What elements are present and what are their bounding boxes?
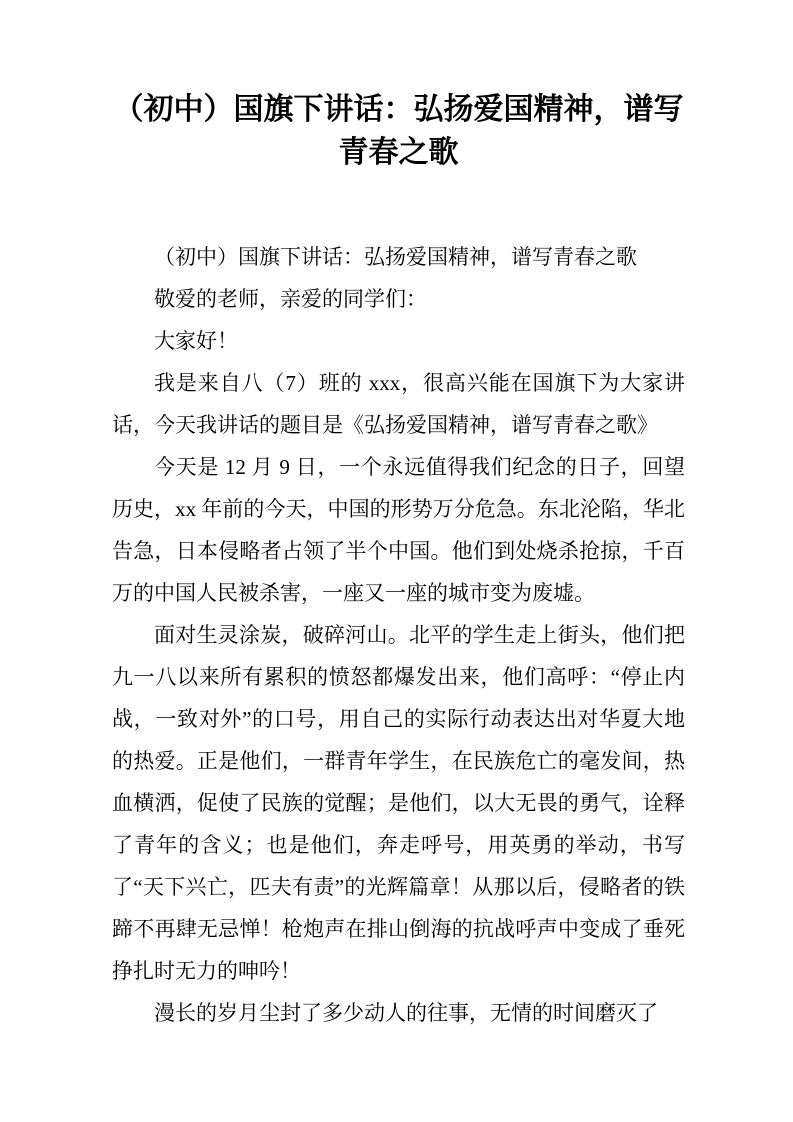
paragraph: （初中）国旗下讲话：弘扬爱国精神，谱写青春之歌 (154, 245, 637, 269)
paragraph: 大家好！ (154, 329, 238, 353)
document-title: （初中）国旗下讲话：弘扬爱国精神，谱写青春之歌 (113, 93, 684, 169)
document-body (112, 236, 685, 1034)
paragraph: 面对生灵涂炭，破碎河山。北平的学生走上街头，他们把九一八以来所有累积的愤怒都爆发出来，他们高呼：“停止内战，一致对外”的口号，用自己的实际行动表达出对华夏大地的热爱。正是他们，一群青年学生，在民族危亡的毫发间，热血横洒，促使了民族的觉醒；是他们，以大无畏的勇气，诠释了青年的含义；也是他们，奔走呼号，用英勇的举动，书写了“天下兴亡，匹夫有责”的光辉篇章！从那以后，侵略者的铁蹄不再肆无忌惮！枪炮声在排山倒海的抗战呼声中变成了垂死挣扎时无力的呻吟！ (112, 623, 685, 983)
paragraph: 漫长的岁月尘封了多少动人的往事，无情的时间磨灭了 (154, 1001, 658, 1025)
paragraph: 敬爱的老师，亲爱的同学们： (154, 287, 427, 311)
paragraph: 今天是 12 月 9 日，一个永远值得我们纪念的日子，回望历史，xx 年前的今天，中国的形势万分危急。东北沦陷，华北告急，日本侵略者占领了半个中国。他们到处烧杀抢掠，千百万的中国人民被杀害，一座又一座的城市变为废墟。 (112, 455, 685, 605)
paragraph: 我是来自八（7）班的 xxx，很高兴能在国旗下为大家讲话，今天我讲话的题目是《弘扬爱国精神，谱写青春之歌》 (112, 371, 685, 437)
